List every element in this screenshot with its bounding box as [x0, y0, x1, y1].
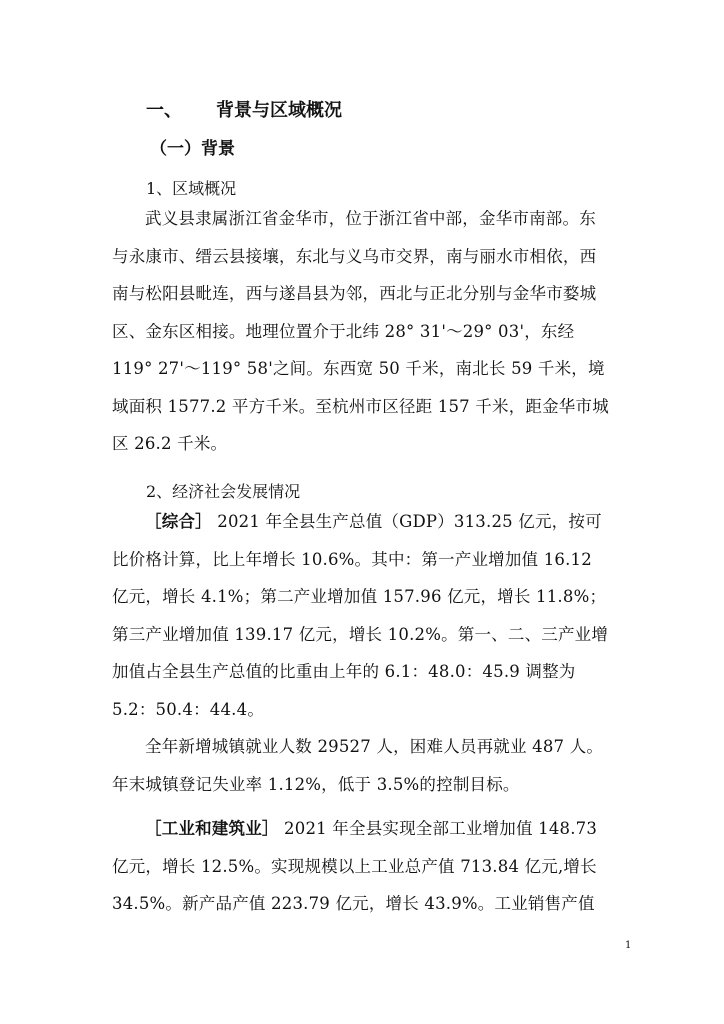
- tag-zonghe: ［综合］: [145, 512, 212, 531]
- paragraph-employment-text: 全年新增城镇就业人数 29527 人，困难人员再就业 487 人。年末城镇登记失业率 1.12%，低于 3.5%的控制目标。: [112, 737, 604, 794]
- page-number: 1: [625, 940, 632, 951]
- paragraph-region-overview: [112, 200, 612, 463]
- heading-1: [146, 96, 342, 122]
- paragraph-employment: [112, 728, 612, 803]
- paragraph-industry: [112, 810, 612, 923]
- paragraph-region-text: 武义县隶属浙江省金华市，位于浙江省中部，金华市南部。东与永康市、缙云县接壤，东北与义乌市交界，南与丽水市相依，西南与松阳县毗连，西与遂昌县为邻，西北与正北分别与金华市婺城区、金东区相接。地理位置介于北纬 28° 31'～29° 03'，东经 119° 27'～119° 58'之间。东西宽 50 千米，南北长 59 千米，境域面积 1577.2 平方千米。至杭州市区径距 157 千米，距金华市城区 26.2 千米。: [112, 209, 609, 453]
- section-title-1: 1、区域概况: [146, 179, 237, 198]
- section-title-2: 2、经济社会发展情况: [146, 482, 301, 501]
- tag-industry: ［工业和建筑业］: [145, 819, 279, 838]
- paragraph-zonghe: [112, 503, 612, 728]
- heading-1-number: 一、: [146, 100, 182, 121]
- paragraph-industry-text: 2021 年全县实现全部工业增加值 148.73 亿元，增长 12.5%。实现规模以上工业总产值 713.84 亿元,增长 34.5%。新产品产值 223.79 亿元，增长 43.9%。工业销售产值: [112, 819, 598, 913]
- heading-1-title: 背景与区域概况: [216, 100, 342, 121]
- paragraph-zonghe-text: 2021 年全县生产总值（GDP）313.25 亿元，按可比价格计算，比上年增长 10.6%。其中：第一产业增加值 16.12 亿元，增长 4.1%；第二产业增加值 157.96 亿元，增长 11.8%；第三产业增加值 139.17 亿元，增长 10.2%。第一、二、三产业增加值占全县生产总值的比重由上年的 6.1：48.0：45.9 调整为 5.2：50.4：44.4。: [112, 512, 609, 719]
- heading-2: （一）背景: [150, 139, 235, 159]
